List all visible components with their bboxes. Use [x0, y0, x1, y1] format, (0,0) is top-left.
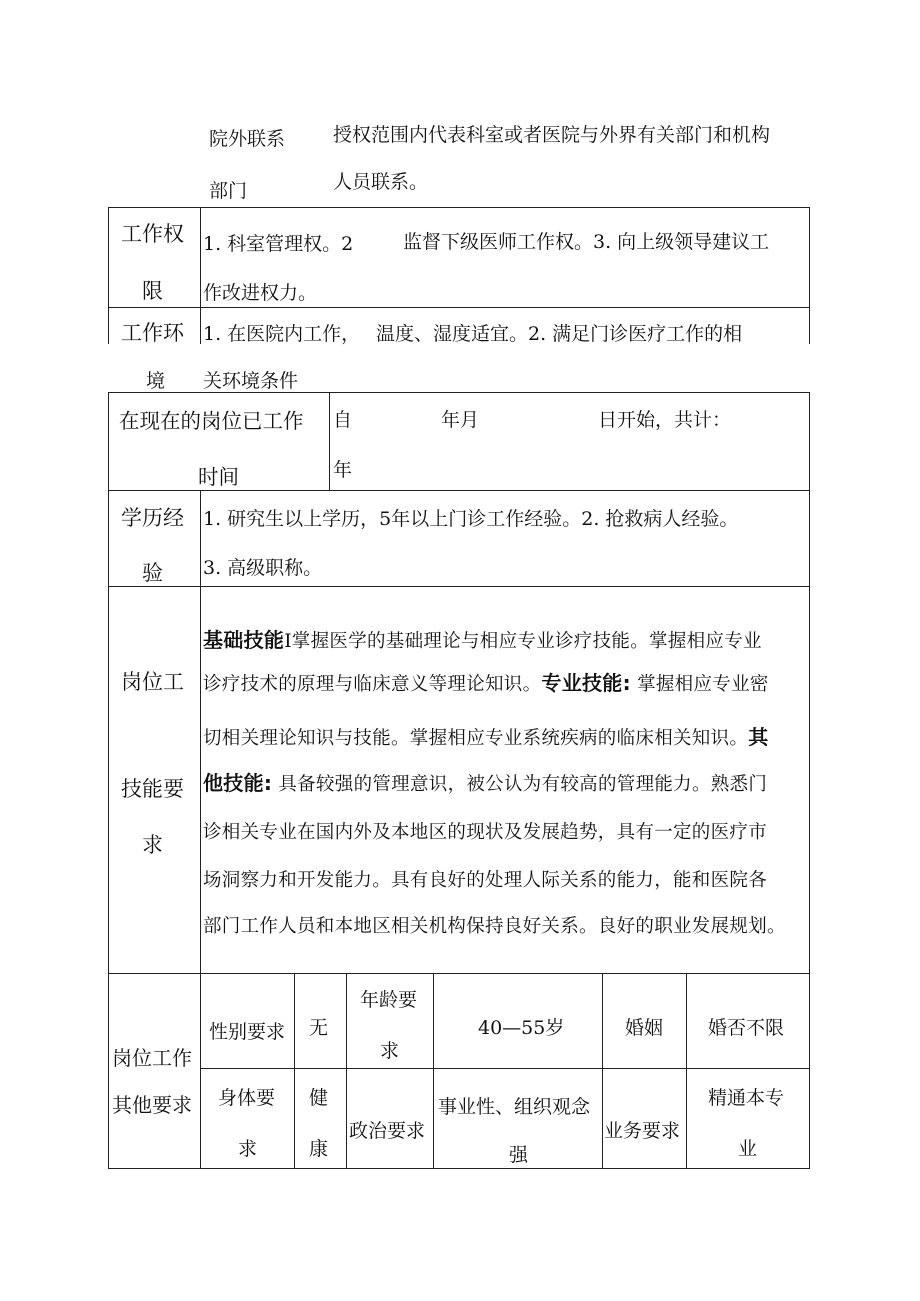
- education-label-1: 学历经: [121, 506, 184, 530]
- other-skills-heading-1: 其: [748, 725, 769, 749]
- pro-skills-heading: 专业技能:: [541, 671, 631, 695]
- skills-line-4-text: 具备较强的管理意识，被公认为有较高的管理能力。熟悉门: [272, 774, 768, 795]
- environment-label-1: 工作环: [121, 321, 184, 345]
- age-label-2: 求: [380, 1040, 400, 1062]
- outside-contact-label-1: 院外联系: [209, 128, 286, 150]
- politics-value-1: 事业性、组织观念: [438, 1096, 591, 1118]
- age-value: 40—55岁: [478, 1017, 565, 1039]
- marriage-label: 婚姻: [625, 1017, 664, 1039]
- skills-line-3: [203, 716, 769, 761]
- politics-label: 政治要求: [349, 1120, 426, 1142]
- environment-text-part2: 温度、湿度适宜。2. 满足门诊医疗工作的相: [376, 323, 743, 345]
- body-value-1: 健: [309, 1087, 329, 1109]
- business-label: 业务要求: [604, 1120, 681, 1142]
- business-value-1: 精通本专: [708, 1087, 785, 1109]
- authority-text-line2: 作改进权力。: [203, 282, 318, 304]
- skills-label-2: 技能要: [121, 777, 184, 801]
- body-value-2: 康: [309, 1138, 329, 1160]
- education-text-2: 3. 高级职称。: [203, 557, 323, 579]
- skills-line-2: [203, 662, 769, 707]
- body-label-2: 求: [238, 1138, 258, 1160]
- authority-label-1: 工作权: [121, 222, 184, 246]
- politics-value-2: 强: [509, 1144, 529, 1166]
- marriage-value: 婚否不限: [708, 1017, 785, 1039]
- basic-skills-text: I掌握医学的基础理论与相应专业诊疗技能。掌握相应专业: [284, 631, 762, 652]
- skills-label-1: 岗位工: [121, 670, 184, 694]
- skills-line-4: [203, 762, 767, 807]
- authority-text-part2: 监督下级医师工作权。3. 向上级领导建议工: [403, 231, 770, 253]
- environment-text-part1: 1. 在医院内工作，: [203, 323, 361, 345]
- environment-label-2: 境: [146, 370, 166, 392]
- body-label-1: 身体要: [218, 1087, 276, 1109]
- tenure-label-1: 在现在的岗位已工作: [119, 409, 304, 433]
- skills-label-3: 求: [142, 833, 163, 857]
- skills-line-6: 场洞察力和开发能力。具有良好的处理人际关系的能力，能和医院各: [203, 870, 768, 891]
- skills-line-7: 部门工作人员和本地区相关机构保持良好关系。良好的职业发展规划。: [203, 916, 786, 937]
- other-skills-heading-2: 他技能:: [203, 771, 273, 795]
- tenure-from: 自: [333, 409, 353, 431]
- gender-value: 无: [309, 1017, 329, 1039]
- outside-contact-label-2: 部门: [209, 180, 248, 202]
- outside-contact-text-1: 授权范围内代表科室或者医院与外界有关部门和机构: [333, 124, 771, 146]
- age-label-1: 年龄要: [360, 989, 418, 1011]
- education-label-2: 验: [142, 561, 163, 585]
- tenure-year-month: 年月: [441, 409, 480, 431]
- outside-contact-text-2: 人员联系。: [333, 171, 429, 193]
- business-value-2: 业: [738, 1138, 758, 1160]
- other-label-2: 其他要求: [112, 1093, 192, 1117]
- skills-line-5: 诊相关专业在国内外及本地区的现状及发展趋势，具有一定的医疗市: [203, 822, 768, 843]
- environment-text-line2: 关环境条件: [203, 370, 299, 392]
- education-text-1: 1. 研究生以上学历，5年以上门诊工作经验。2. 抢救病人经验。: [203, 508, 739, 530]
- skills-line-2-text: 诊疗技术的原理与临床意义等理论知识。: [203, 674, 542, 695]
- gender-label: 性别要求: [209, 1021, 286, 1043]
- tenure-year: 年: [333, 459, 353, 481]
- pro-skills-text: 掌握相应专业密: [630, 674, 769, 695]
- skills-line-1: [203, 619, 762, 664]
- tenure-label-2: 时间: [198, 465, 239, 489]
- other-label-1: 岗位工作: [112, 1046, 192, 1070]
- tenure-day-start: 日开始，共计：: [598, 409, 732, 431]
- basic-skills-heading: 基础技能: [203, 628, 285, 652]
- skills-line-3-text: 切相关理论知识与技能。掌握相应专业系统疾病的临床相关知识。: [203, 728, 749, 749]
- authority-label-2: 限: [142, 279, 163, 303]
- authority-text-part1: 1. 科室管理权。2: [203, 233, 354, 255]
